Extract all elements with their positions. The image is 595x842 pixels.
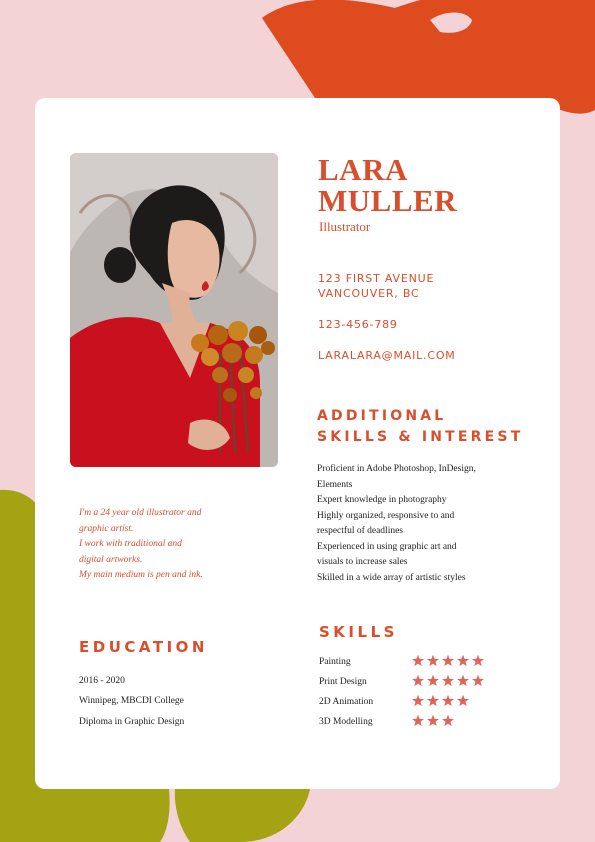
education-school: Winnipeg, MBCDI College (79, 696, 184, 707)
list-item: visuals to increase sales (317, 557, 408, 567)
skill-rating (411, 694, 471, 708)
list-item: Experienced in using graphic art and (317, 541, 457, 552)
list-item: Elements (317, 479, 353, 490)
star-icon (457, 655, 469, 666)
star-icon (427, 655, 439, 666)
about-line: digital artworks. (79, 554, 143, 565)
skill-name: Print Design (319, 677, 367, 687)
address-line1: 123 FIRST AVENUE (318, 272, 435, 285)
star-icon (427, 715, 439, 726)
star-icon (442, 695, 454, 706)
portrait-illustration (70, 153, 278, 467)
star-icon (427, 675, 439, 686)
first-name: LARA (318, 152, 408, 187)
additional-skills-list (317, 462, 517, 586)
address-line2: VANCOUVER, BC (318, 287, 420, 300)
list-item: Skilled in a wide array of artistic styles (317, 572, 466, 583)
additional-heading-line1: ADDITIONAL (317, 408, 447, 424)
additional-skills-heading (317, 406, 523, 448)
profile-photo (70, 153, 278, 467)
education-details (79, 671, 184, 732)
additional-heading-line2: SKILLS & INTEREST (317, 429, 524, 445)
skills-list (319, 654, 499, 734)
education-heading: EDUCATION (79, 638, 208, 656)
skill-rating (411, 674, 486, 688)
list-item: Proficient in Adobe Photoshop, InDesign, (317, 464, 476, 474)
about-line: I work with traditional and (79, 539, 182, 549)
list-item: Highly organized, responsive to and (317, 510, 455, 521)
about-line: My main medium is pen and ink. (79, 570, 203, 580)
list-item: respectful of deadlines (317, 526, 403, 536)
star-icon (412, 695, 424, 706)
skill-name: Painting (319, 657, 351, 667)
phone-number: 123-456-789 (318, 318, 398, 331)
star-icon (427, 695, 439, 706)
skill-rating (411, 654, 486, 668)
star-icon (412, 715, 424, 726)
address (318, 271, 434, 301)
job-title: Illustrator (319, 219, 371, 234)
about-text (79, 506, 249, 584)
star-icon (457, 675, 469, 686)
education-years: 2016 - 2020 (79, 676, 125, 686)
star-icon (442, 675, 454, 686)
about-line: I'm a 24 year old illustrator and (79, 508, 202, 518)
skill-rating (411, 714, 456, 728)
skill-name: 2D Animation (319, 697, 374, 707)
star-icon (472, 675, 484, 686)
email-address: LARALARA@MAIL.COM (318, 349, 456, 362)
star-icon (442, 715, 454, 726)
skill-name: 3D Modelling (319, 717, 373, 727)
star-icon (412, 655, 424, 666)
list-item: Expert knowledge in photography (317, 495, 447, 505)
star-icon (442, 655, 454, 666)
resume-card (35, 98, 560, 789)
candidate-name (318, 154, 538, 216)
star-icon (412, 675, 424, 686)
skill-row (319, 654, 499, 674)
skill-row (319, 714, 499, 734)
skill-row (319, 674, 499, 694)
last-name: MULLER (318, 183, 458, 218)
about-line: graphic artist. (79, 523, 134, 534)
star-icon (472, 655, 484, 666)
skill-row (319, 694, 499, 714)
skills-heading: SKILLS (319, 623, 398, 641)
star-icon (457, 695, 469, 706)
education-degree: Diploma in Graphic Design (79, 716, 185, 727)
